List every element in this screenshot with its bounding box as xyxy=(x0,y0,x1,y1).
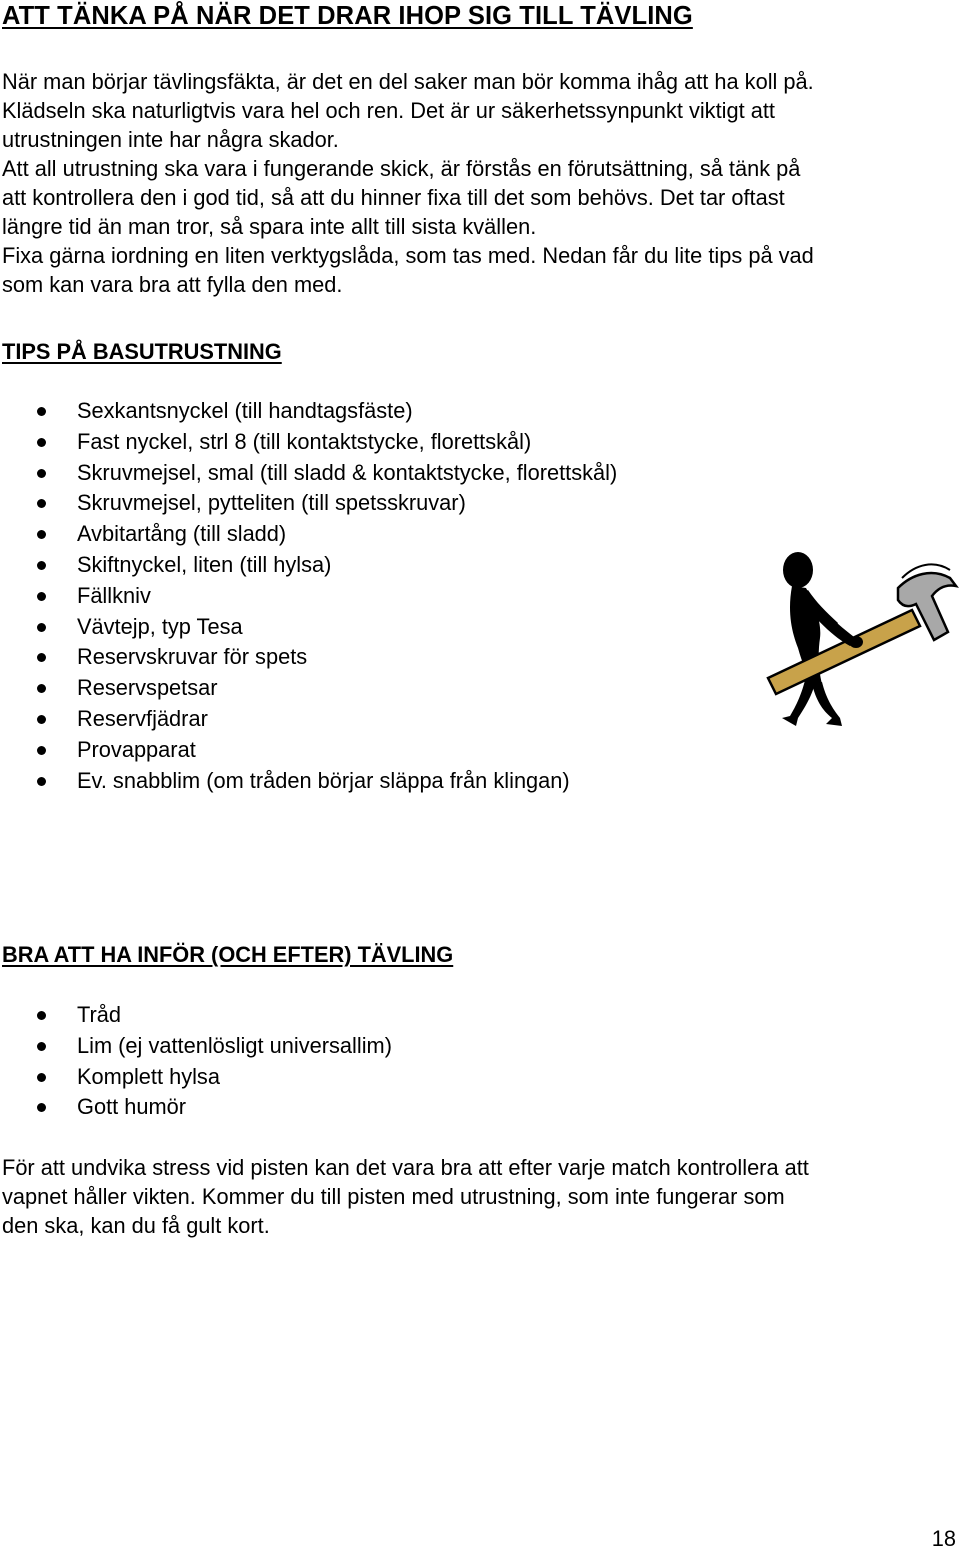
list-item xyxy=(0,427,617,458)
list-item xyxy=(0,581,617,612)
intro-line: Fixa gärna iordning en liten verktygslåda, som tas med. Nedan får du lite tips på vad xyxy=(2,243,814,268)
intro-paragraph xyxy=(2,67,952,299)
bullet-icon xyxy=(37,1011,46,1020)
bullet-icon xyxy=(37,1042,46,1051)
page-number: 18 xyxy=(931,1526,956,1551)
tips-heading: TIPS PÅ BASUTRUSTNING xyxy=(2,339,282,364)
list-item-label: Reservskruvar för spets xyxy=(77,644,308,670)
list-item xyxy=(0,1092,392,1123)
list-item xyxy=(0,735,617,766)
bullet-icon xyxy=(37,592,46,601)
competition-list xyxy=(0,1000,392,1123)
list-item-label: Skiftnyckel, liten (till hylsa) xyxy=(77,551,332,577)
list-item xyxy=(0,766,617,797)
bullet-icon xyxy=(37,530,46,539)
list-item-label: Reservfjädrar xyxy=(77,705,208,731)
bullet-icon xyxy=(37,561,46,570)
list-item xyxy=(0,458,617,489)
outro-line: För att undvika stress vid pisten kan det vara bra att efter varje match kontrollera att xyxy=(2,1155,809,1180)
list-item-label: Avbitartång (till sladd) xyxy=(77,521,287,547)
bullet-icon xyxy=(37,1103,46,1112)
intro-line: När man börjar tävlingsfäkta, är det en del saker man bör komma ihåg att ha koll på. xyxy=(2,69,814,94)
outro-line: den ska, kan du få gult kort. xyxy=(2,1213,270,1238)
list-item xyxy=(0,1000,392,1031)
list-item xyxy=(0,488,617,519)
outro-line: vapnet håller vikten. Kommer du till pisten med utrustning, som inte fungerar som xyxy=(2,1184,785,1209)
bullet-icon xyxy=(37,407,46,416)
list-item-label: Ev. snabblim (om tråden börjar släppa från klingan) xyxy=(77,767,570,793)
outro-paragraph xyxy=(2,1153,952,1240)
intro-line: som kan vara bra att fylla den med. xyxy=(2,272,343,297)
list-item-label: Sexkantsnyckel (till handtagsfäste) xyxy=(77,398,413,423)
list-item xyxy=(0,1062,392,1093)
list-item-label: Fällkniv xyxy=(77,582,151,608)
list-item-label: Skruvmejsel, pytteliten (till spetsskruvar) xyxy=(77,490,466,516)
bullet-icon xyxy=(37,653,46,662)
list-item xyxy=(0,704,617,735)
list-item xyxy=(0,550,617,581)
bullet-icon xyxy=(37,746,46,755)
list-item xyxy=(0,673,617,704)
bullet-icon xyxy=(37,715,46,724)
list-item-label: Reservspetsar xyxy=(77,675,218,701)
list-item-label: Tråd xyxy=(77,1002,122,1027)
list-item xyxy=(0,519,617,550)
list-item-label: Provapparat xyxy=(77,736,196,762)
tips-list xyxy=(0,396,617,796)
list-item-label: Komplett hylsa xyxy=(77,1063,220,1089)
list-item xyxy=(0,612,617,643)
list-item-label: Skruvmejsel, smal (till sladd & kontaktstycke, florettskål) xyxy=(77,459,618,485)
intro-line: att kontrollera den i god tid, så att du hinner fixa till det som behövs. Det tar oftast xyxy=(2,185,785,210)
list-item xyxy=(0,396,617,427)
list-item xyxy=(0,642,617,673)
list-item-label: Lim (ej vattenlösligt universallim) xyxy=(77,1032,392,1058)
bullet-icon xyxy=(37,623,46,632)
list-item xyxy=(0,1031,392,1062)
intro-line: Att all utrustning ska vara i fungerande skick, är förstås en förutsättning, så tänk på xyxy=(2,156,801,181)
bullet-icon xyxy=(37,777,46,786)
bullet-icon xyxy=(37,1073,46,1082)
intro-line: längre tid än man tror, så spara inte allt till sista kvällen. xyxy=(2,214,537,239)
list-item-label: Gott humör xyxy=(77,1094,187,1120)
page-title: ATT TÄNKA PÅ NÄR DET DRAR IHOP SIG TILL TÄVLING xyxy=(2,2,693,30)
competition-heading: BRA ATT HA INFÖR (OCH EFTER) TÄVLING xyxy=(2,942,454,967)
bullet-icon xyxy=(37,684,46,693)
bullet-icon xyxy=(37,438,46,447)
figure-carrying-hammer-illustration xyxy=(762,548,960,733)
figure-carrying-hammer-icon xyxy=(762,548,960,733)
bullet-icon xyxy=(37,469,46,478)
bullet-icon xyxy=(37,499,46,508)
list-item-label: Vävtejp, typ Tesa xyxy=(77,613,243,639)
intro-line: utrustningen inte har några skador. xyxy=(2,127,339,152)
list-item-label: Fast nyckel, strl 8 (till kontaktstycke, florettskål) xyxy=(77,428,532,454)
intro-line: Klädseln ska naturligtvis vara hel och ren. Det är ur säkerhetssynpunkt viktigt att xyxy=(2,98,775,123)
